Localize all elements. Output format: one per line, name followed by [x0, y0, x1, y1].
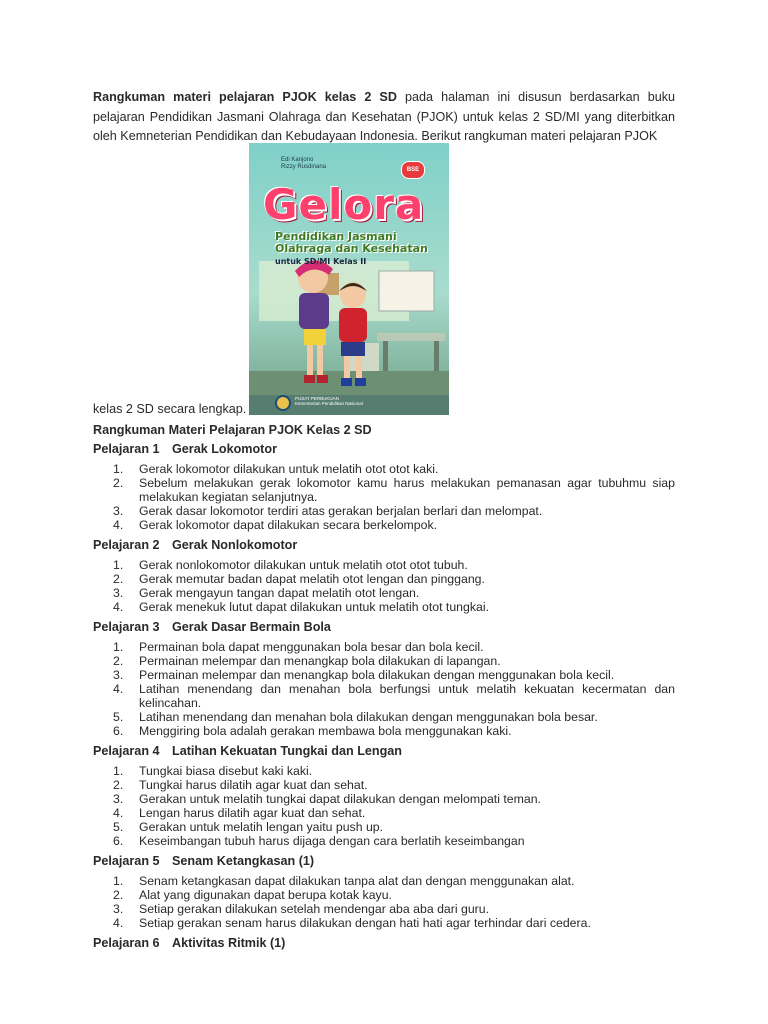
cover-grade: untuk SD/MI Kelas II: [275, 257, 367, 266]
list-item: 5. Gerakan untuk melatih lengan yaitu push up.: [113, 820, 384, 834]
cover-publisher-line1: PUSAT PERBUKUAN: [295, 396, 339, 401]
list-item: 1. Tungkai biasa disebut kaki kaki.: [113, 764, 313, 778]
lesson-name: Gerak Dasar Bermain Bola: [172, 620, 331, 634]
list-item: 2. Permainan melempar dan menangkap bola dilakukan di lapangan.: [113, 654, 501, 668]
list-item: 1. Senam ketangkasan dapat dilakukan tanpa alat dan dengan menggunakan alat.: [113, 874, 575, 888]
lesson-section: [93, 440, 675, 532]
lesson-items: [93, 874, 675, 930]
list-item: 2. Sebelum melakukan gerak lokomotor kamu harus melakukan pemanasan agar tubuhmu siap melakukan kegiatan selanjutnya.: [113, 476, 675, 504]
list-item: 4. Latihan menendang dan menahan bola berfungsi untuk melatih kekuatan kecermatan dan kelincahan.: [113, 682, 675, 710]
list-item: 2. Alat yang digunakan dapat berupa kotak kayu.: [113, 888, 392, 902]
cover-author-1: Edi Kanjono: [281, 157, 314, 163]
lesson-number: Pelajaran 4: [93, 744, 160, 758]
cover-subtitle-line1: Pendidikan Jasmani: [275, 230, 397, 243]
lesson-title: [93, 852, 675, 871]
lesson-section: [93, 536, 675, 614]
list-item: 1. Gerak lokomotor dilakukan untuk melatih otot otot kaki.: [113, 462, 439, 476]
cover-authors: [281, 157, 326, 171]
list-item: 1. Permainan bola dapat menggunakan bola besar dan bola kecil.: [113, 640, 484, 654]
list-item: 4. Lengan harus dilatih agar kuat dan sehat.: [113, 806, 366, 820]
lesson-title: [93, 440, 675, 459]
list-item: 3. Setiap gerakan dilakukan setelah mendengar aba aba dari guru.: [113, 902, 490, 916]
lesson-title: [93, 618, 675, 637]
list-item: 3. Gerakan untuk melatih tungkai dapat dilakukan dengan melompati teman.: [113, 792, 541, 806]
lesson-name: Gerak Lokomotor: [172, 442, 277, 456]
lesson-name: Senam Ketangkasan (1): [172, 854, 315, 868]
cover-publisher: [295, 396, 363, 406]
list-item: 3. Permainan melempar dan menangkap bola dilakukan dengan menggunakan bola kecil.: [113, 668, 615, 682]
list-item: 3. Gerak dasar lokomotor terdiri atas gerakan berjalan berlari dan melompat.: [113, 504, 543, 518]
lesson-name: Aktivitas Ritmik (1): [172, 936, 286, 950]
list-item: 6. Menggiring bola adalah gerakan membawa bola menggunakan kaki.: [113, 724, 512, 738]
cover-publisher-line2: Kementerian Pendidikan Nasional: [295, 401, 363, 406]
lesson-section: [93, 618, 675, 738]
list-item: 6. Keseimbangan tubuh harus dijaga dengan cara berlatih keseimbangan: [113, 834, 525, 848]
list-item: 5. Latihan menendang dan menahan bola dilakukan dengan menggunakan bola besar.: [113, 710, 598, 724]
list-item: 2. Gerak memutar badan dapat melatih otot lengan dan pinggang.: [113, 572, 485, 586]
lesson-items: [93, 558, 675, 614]
lesson-name: Gerak Nonlokomotor: [172, 538, 298, 552]
intro-paragraph: [93, 88, 675, 147]
lesson-section: [93, 934, 675, 953]
list-item: 4. Setiap gerakan senam harus dilakukan dengan hati hati agar terhindar dari cedera.: [113, 916, 591, 930]
intro-bold-lead: Rangkuman materi pelajaran PJOK kelas 2 SD: [93, 90, 397, 104]
lesson-number: Pelajaran 1: [93, 442, 160, 456]
lesson-section: [93, 852, 675, 930]
lesson-items: [93, 462, 675, 532]
book-cover-image: [249, 143, 449, 415]
cover-subtitle-line2: Olahraga dan Kesehatan: [275, 242, 428, 255]
list-item: 1. Gerak nonlokomotor dilakukan untuk melatih otot otot tubuh.: [113, 558, 468, 572]
lesson-items: [93, 640, 675, 738]
cover-bse-badge: BSE: [401, 161, 425, 179]
cover-subtitle: [275, 231, 428, 255]
lesson-name: Latihan Kekuatan Tungkai dan Lengan: [172, 744, 402, 758]
lesson-number: Pelajaran 3: [93, 620, 160, 634]
summary-content: [93, 421, 675, 954]
lesson-number: Pelajaran 2: [93, 538, 160, 552]
lesson-title: [93, 934, 675, 953]
lesson-title: [93, 536, 675, 555]
cover-author-2: Rizzy Rusdinana: [281, 164, 327, 170]
lesson-title: [93, 742, 675, 761]
lesson-section: [93, 742, 675, 848]
lesson-number: Pelajaran 5: [93, 854, 160, 868]
list-item: 4. Gerak menekuk lutut dapat dilakukan untuk melatih otot tungkai.: [113, 600, 489, 614]
lesson-number: Pelajaran 6: [93, 936, 160, 950]
intro-text: pada halaman ini disusun berdasarkan buku pelajaran Pendidikan Jasmani Olahraga dan Kesehatan (PJOK) untuk kelas 2 SD/MI yang diterbitkan oleh Kemneterian Pendidikan dan Kebudayaan Indonesia. Berikut rangkuman materi pelajaran PJOK: [93, 90, 675, 143]
lesson-items: [93, 764, 675, 848]
intro-tail: kelas 2 SD secara lengkap.: [93, 402, 247, 416]
list-item: 4. Gerak lokomotor dapat dilakukan secara berkelompok.: [113, 518, 438, 532]
list-item: 3. Gerak mengayun tangan dapat melatih otot lengan.: [113, 586, 420, 600]
cover-title: Gelora: [263, 180, 425, 229]
list-item: 2. Tungkai harus dilatih agar kuat dan sehat.: [113, 778, 368, 792]
summary-heading: Rangkuman Materi Pelajaran PJOK Kelas 2 SD: [93, 423, 372, 437]
